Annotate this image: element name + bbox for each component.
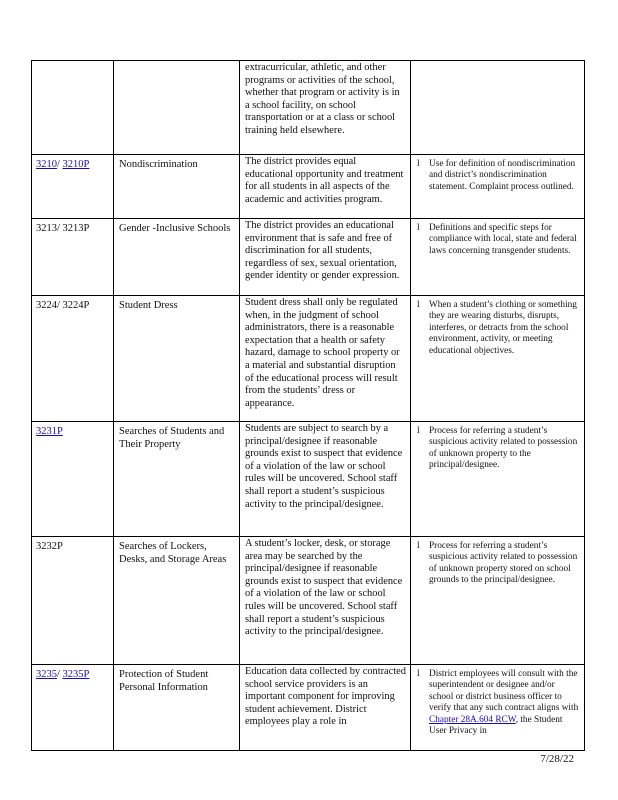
policy-number: 3213/ 3213P — [32, 219, 114, 296]
policy-description: The district provides an educational environment that is safe and free of discrimination for all students, regardless of sex, sexual orientation, gender identity or gender expression. — [240, 219, 411, 296]
policy-number: 3224/ 3224P — [32, 296, 114, 422]
bullet-marker: l — [417, 669, 420, 679]
rcw-chapter-link[interactable]: Chapter 28A.604 RCW — [429, 714, 516, 725]
table-row — [32, 219, 585, 296]
policy-number-cell — [32, 61, 114, 155]
policy-description: Student dress shall only be regulated when, in the judgment of school administrators, there is a reasonable expectation that a health or safety hazard, damage to school property or a material and substantial disruption of the educational process will result from the students’ dress or appearance. — [240, 296, 411, 422]
bullet-marker: l — [417, 223, 420, 233]
policy-link[interactable]: 3231P — [36, 426, 63, 437]
policy-note: l Process for referring a student’s suspicious activity related to possession of unknown property stored on school grounds to the principal/designee. — [411, 537, 585, 665]
table-row — [32, 422, 585, 537]
table-row — [32, 155, 585, 219]
policy-note: l District employees will consult with the superintendent or designee and/or school or district business officer to verify that any such contract aligns with Chapter 28A.604 RCW, the Student User Privacy in — [411, 665, 585, 751]
policy-title: Searches of Students and Their Property — [114, 422, 240, 537]
bullet-marker: l — [417, 426, 420, 436]
table-row — [32, 61, 585, 155]
policy-title: Searches of Lockers, Desks, and Storage Areas — [114, 537, 240, 665]
policy-description: The district provides equal educational opportunity and treatment for all students in all aspects of the academic and activities program. — [240, 155, 411, 219]
bullet-marker: l — [417, 541, 420, 551]
policy-link[interactable]: 3235 — [36, 669, 57, 680]
policy-number: 3235/ 3235P — [32, 665, 114, 751]
policy-note: l When a student’s clothing or something they are wearing disturbs, disrupts, interferes, or detracts from the school environment, activity, or meeting educational objectives. — [411, 296, 585, 422]
policy-note-cell — [411, 61, 585, 155]
policy-procedure-link[interactable]: 3210P — [62, 159, 90, 170]
policy-description: Students are subject to search by a principal/designee if reasonable grounds exist to suspect that evidence of a violation of the law or school rules will be uncovered. School staff shall report a student’s suspicious activity to the principal/designee. — [240, 422, 411, 537]
table-row — [32, 537, 585, 665]
policy-number: 3210/ 3210P — [32, 155, 114, 219]
policy-note: l Definitions and specific steps for compliance with local, state and federal laws concerning transgender students. — [411, 219, 585, 296]
policy-description: Education data collected by contracted school service providers is an important component for improving student achievement. District employees play a role in — [240, 665, 411, 751]
policy-title: Gender -Inclusive Schools — [114, 219, 240, 296]
policy-note: l Process for referring a student’s suspicious activity related to possession of unknown property to the principal/designee. — [411, 422, 585, 537]
bullet-marker: l — [417, 159, 420, 169]
policy-number — [32, 422, 114, 537]
policy-title: Protection of Student Personal Information — [114, 665, 240, 751]
bullet-marker: l — [417, 300, 420, 310]
policy-link[interactable]: 3210 — [36, 159, 57, 170]
footer-date: 7/28/22 — [540, 753, 574, 765]
table-row — [32, 665, 585, 751]
policy-title: Student Dress — [114, 296, 240, 422]
policy-description: A student’s locker, desk, or storage area may be searched by the principal/designee if reasonable grounds exist to suspect that evidence of a violation of the law or school rules will be uncovered. School staff shall report a student’s suspicious activity to the principal/designee. — [240, 537, 411, 665]
policy-title-cell — [114, 61, 240, 155]
table-row — [32, 296, 585, 422]
policy-note: l Use for definition of nondiscrimination and district’s nondiscrimination statement. Complaint process outlined. — [411, 155, 585, 219]
policy-number: 3232P — [32, 537, 114, 665]
policy-title: Nondiscrimination — [114, 155, 240, 219]
policy-table — [31, 60, 585, 751]
policy-description: extracurricular, athletic, and other programs or activities of the school, whether that program or activity is in a school facility, on school transportation or at a class or school training held elsewhere. — [240, 61, 411, 155]
policy-procedure-link[interactable]: 3235P — [62, 669, 90, 680]
